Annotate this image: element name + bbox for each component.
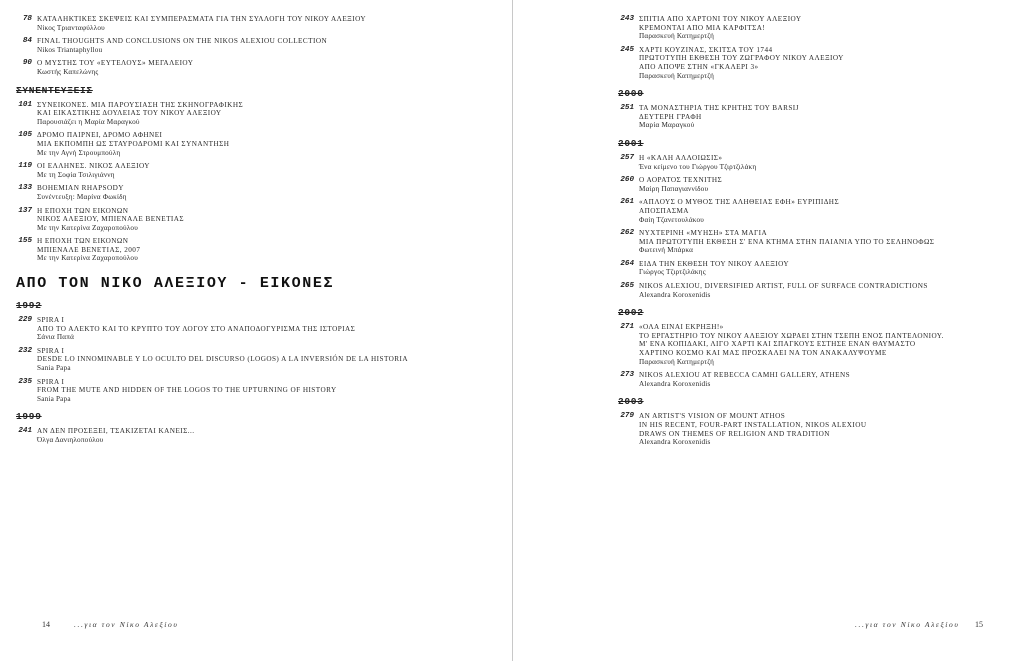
toc-list [16, 101, 436, 264]
section-heading: ΣΥΝΕΝΤΕΥΞΕΙΣ [16, 84, 93, 96]
toc-entry [16, 347, 436, 373]
toc-title-line: FROM THE MUTE AND HIDDEN OF THE LOGOS TO THE UPTURNING OF HISTORY [37, 386, 337, 395]
toc-entry-body [37, 316, 355, 342]
toc-title-line: Η ΕΠΟΧΗ ΤΩΝ ΕΙΚΟΝΩΝ [37, 237, 129, 246]
toc-title-line: ΣΠΙΤΙΑ ΑΠΟ ΧΑΡΤΟΝΙ ΤΟΥ ΝΙΚΟΥ ΑΛΕΞΙΟΥ [639, 15, 802, 23]
toc-entry [16, 15, 436, 32]
toc-title-line: ΑΝ ΔΕΝ ΠΡΟΣΕΞΕΙ, ΤΣΑΚΙΖΕΤΑΙ ΚΑΝΕΙΣ... [37, 427, 195, 436]
toc-title-line: DESDE LO INNOMINABLE Y LO OCULTO DEL DISCURSO (LOGOS) A LA INVERSIÓN DE LA HISTORIA [37, 355, 409, 364]
toc-title-line: ΕΙΔΑ ΤΗΝ ΕΚΘΕΣΗ ΤΟΥ ΝΙΚΟΥ ΑΛΕΞΙΟΥ [639, 259, 790, 268]
toc-page-number: 257 [620, 153, 634, 162]
toc-list [16, 15, 436, 77]
toc-entry [16, 207, 436, 233]
toc-page-number: 155 [18, 237, 32, 246]
toc-entry-body [37, 207, 184, 233]
toc-title-line: FINAL THOUGHTS AND CONCLUSIONS ON THE NIKOS ALEXIOU COLLECTION [37, 37, 328, 46]
toc-entry [16, 378, 436, 404]
toc-author: Με την Κατερίνα Ζαχαροπούλου [37, 223, 138, 232]
toc-entry [618, 323, 998, 366]
toc-page-number: 262 [620, 229, 634, 238]
toc-title-line: «ΑΠΛΟΥΣ Ο ΜΥΘΟΣ ΤΗΣ ΑΛΗΘΕΙΑΣ ΕΦΗ» ΕΥΡΙΠΙΔΗΣ [639, 198, 840, 207]
toc-title-line: ΤΟ ΕΡΓΑΣΤΗΡΙΟ ΤΟΥ ΝΙΚΟΥ ΑΛΕΞΙΟΥ ΧΩΡΑΕΙ ΣΤΗΝ ΤΣΕΠΗ ΕΝΟΣ ΠΑΝΤΕΛΟΝΙΟΥ. [639, 331, 944, 340]
toc-entry-body [639, 412, 867, 446]
toc-entry-body [639, 371, 850, 388]
toc-entry [618, 154, 998, 171]
toc-page-number: 273 [620, 371, 634, 380]
toc-title-line: ΚΑΤΑΛΗΚΤΙΚΕΣ ΣΚΕΨΕΙΣ ΚΑΙ ΣΥΜΠΕΡΑΣΜΑΤΑ ΓΙΑ ΤΗΝ ΣΥΛΛΟΓΗ ΤΟΥ ΝΙΚΟΥ ΑΛΕΞΙΟΥ [37, 15, 367, 23]
toc-entry-body [37, 237, 140, 263]
toc-author: Όλγα Δανιηλοπούλου [37, 436, 104, 444]
toc-entry-body [37, 184, 127, 201]
toc-author: Φωτεινή Μπάρκα [639, 246, 694, 255]
toc-author: Συνέντευξη: Μαρίνα Φωκίδη [37, 192, 127, 201]
toc-author: Alexandra Koroxenidis [639, 438, 711, 447]
toc-page-number: 119 [18, 162, 32, 171]
right-page [513, 0, 1024, 661]
toc-author: Παρουσιάζει η Μαρία Μαραγκού [37, 117, 140, 126]
toc-page-number: 229 [18, 316, 32, 325]
toc-entry-body [639, 198, 839, 224]
toc-list [618, 104, 998, 130]
year-heading: 2000 [618, 88, 644, 100]
toc-page-number: 101 [18, 100, 32, 109]
toc-entry [618, 260, 998, 277]
toc-entry-body [37, 101, 243, 127]
toc-title-line: Η «ΚΑΛΗ ΑΛΛΟΙΩΣΙΣ» [639, 153, 723, 162]
toc-author: Ένα κείμενο του Γιώργου Τζιρτζιλάκη [639, 162, 757, 171]
toc-author: Sania Papa [37, 394, 71, 403]
toc-entry [16, 316, 436, 342]
toc-entry [618, 176, 998, 193]
toc-title-line: NIKOS ALEXIOU, DIVERSIFIED ARTIST, FULL OF SURFACE CONTRADICTIONS [639, 282, 928, 291]
toc-entry [16, 37, 436, 54]
toc-author: Nikos Triantaphyllou [37, 45, 103, 54]
toc-entry [618, 229, 998, 255]
toc-title-line: ΟΙ ΕΛΛΗΝΕΣ. ΝΙΚΟΣ ΑΛΕΞΙΟΥ [37, 162, 150, 171]
toc-page-number: 265 [620, 282, 634, 291]
toc-title-line: ΧΑΡΤΙΝΟ ΚΟΣΜΟ ΚΑΙ ΜΑΣ ΠΡΟΣΚΑΛΕΙ ΝΑ ΤΟΝ ΑΝΑΚΑΛΥΨΟΥΜΕ [639, 349, 887, 358]
toc-title-line: ΧΑΡΤΙ ΚΟΥΖΙΝΑΣ, ΣΚΙΤΣΑ ΤΟΥ 1744 [639, 45, 773, 54]
toc-title-line: ΑΠΟΣΠΑΣΜΑ [639, 206, 689, 215]
toc-title-line: SPIRA I [37, 377, 65, 386]
toc-page-number: 235 [18, 377, 32, 386]
toc-title-line: ΑΠΟ ΑΠΟΨΕ ΣΤΗΝ «ΓΚΑΛΕΡΙ 3» [639, 62, 759, 71]
part-title: ΑΠΟ ΤΟΝ ΝΙΚΟ ΑΛΕΞΙΟΥ - ΕΙΚΟΝΕΣ [16, 275, 335, 293]
toc-title-line: Η ΕΠΟΧΗ ΤΩΝ ΕΙΚΟΝΩΝ [37, 206, 129, 215]
toc-entry-body [37, 131, 229, 157]
toc-entry [618, 46, 998, 80]
toc-title-line: ΝΥΧΤΕΡΙΝΗ «ΜΥΗΣΗ» ΣΤΑ ΜΑΓΙΑ [639, 229, 768, 238]
toc-author: Παρασκευή Κατημερτζή [639, 32, 715, 41]
toc-page-number: 105 [18, 131, 32, 140]
toc-title-line: SPIRA I [37, 346, 65, 355]
toc-author: Σάνια Παπά [37, 333, 75, 342]
year-heading: 2003 [618, 396, 644, 408]
toc-list [618, 412, 998, 446]
toc-entry-body [37, 162, 150, 179]
toc-author: Κωστής Καπελώνης [37, 67, 99, 76]
toc-entry-body [37, 347, 408, 373]
toc-entry-body [37, 15, 366, 32]
toc-entry-body [639, 15, 801, 41]
toc-list [618, 323, 998, 388]
year-heading: 1999 [16, 411, 42, 423]
toc-page-number: 271 [620, 323, 634, 332]
toc-page-number: 245 [620, 45, 634, 54]
toc-page-number: 137 [18, 206, 32, 215]
toc-title-line: BOHEMIAN RHAPSODY [37, 184, 124, 193]
toc-list [618, 15, 998, 80]
toc-entry [16, 101, 436, 127]
toc-entry [618, 15, 998, 41]
toc-title-line: ΚΡΕΜΟΝΤΑΙ ΑΠΟ ΜΙΑ ΚΑΡΦΙΤΣΑ! [639, 23, 766, 32]
page-number: 15 [975, 620, 983, 629]
toc-entry [618, 282, 998, 299]
toc-author: Παρασκευή Κατημερτζή [639, 357, 715, 366]
toc-title-line: Ο ΑΟΡΑΤΟΣ ΤΕΧΝΙΤΗΣ [639, 176, 723, 185]
toc-author: Μαρία Μαραγκού [639, 121, 695, 130]
toc-author: Φαίη Τζανετουλάκου [639, 215, 705, 224]
toc-page-number: 232 [18, 346, 32, 355]
running-head: ...για τον Νίκο Αλεξίου [855, 620, 960, 629]
toc-page-number: 260 [620, 176, 634, 185]
toc-title-line: ΤΑ ΜΟΝΑΣΤΗΡΙΑ ΤΗΣ ΚΡΗΤΗΣ ΤΟΥ BARSIJ [639, 104, 799, 113]
toc-title-line: «ΟΛΑ ΕΙΝΑΙ ΕΚΡΗΞΗ!» [639, 323, 724, 332]
toc-entry [16, 162, 436, 179]
toc-title-line: ΣΥΝΕΙΚΟΝΕΣ. ΜΙΑ ΠΑΡΟΥΣΙΑΣΗ ΤΗΣ ΣΚΗΝΟΓΡΑΦΙΚΗΣ [37, 100, 244, 109]
toc-title-line: Μ' ΕΝΑ ΚΟΠΙΔΑΚΙ, ΛΙΓΟ ΧΑΡΤΙ ΚΑΙ ΣΠΑΓΚΟΥΣ ΕΣΤΗΣΕ ΕΝΑΝ ΘΑΥΜΑΣΤΟ [639, 340, 916, 349]
year-heading: 2002 [618, 307, 644, 319]
toc-list [618, 154, 998, 299]
toc-entry-body [639, 104, 799, 130]
toc-author: Μαίρη Παπαγιαννίδου [639, 184, 709, 193]
year-heading: 1992 [16, 300, 42, 312]
toc-entry-body [639, 260, 789, 277]
toc-entry-body [639, 46, 844, 80]
toc-title-line: ΝΙΚΟΣ ΑΛΕΞΙΟΥ, ΜΠΙΕΝΑΛΕ ΒΕΝΕΤΙΑΣ [37, 215, 185, 224]
toc-entry [618, 412, 998, 446]
toc-entry [16, 59, 436, 76]
toc-page-number: 264 [620, 259, 634, 268]
toc-entry [618, 104, 998, 130]
toc-title-line: Ο ΜΥΣΤΗΣ ΤΟΥ «ΕΥΤΕΛΟΥΣ» ΜΕΓΑΛΕΙΟΥ [37, 59, 194, 68]
toc-entry-body [37, 37, 327, 54]
toc-page-number: 241 [18, 427, 32, 436]
toc-title-line: ΠΡΩΤΟΤΥΠΗ ΕΚΘΕΣΗ ΤΟΥ ΖΩΓΡΑΦΟΥ ΝΙΚΟΥ ΑΛΕΞΙΟΥ [639, 54, 844, 63]
toc-entry [16, 237, 436, 263]
page-number: 14 [42, 620, 50, 629]
toc-title-line: IN HIS RECENT, FOUR-PART INSTALLATION, NIKOS ALEXIOU [639, 421, 867, 429]
toc-list [16, 427, 436, 444]
toc-page-number: 243 [620, 15, 634, 23]
toc-title-line: ΔΕΥΤΕΡΗ ΓΡΑΦΗ [639, 112, 702, 121]
toc-entry-body [639, 323, 944, 366]
toc-entry-body [639, 176, 722, 193]
toc-author: Νίκος Τριανταφύλλου [37, 23, 105, 32]
toc-page-number: 279 [620, 412, 634, 421]
toc-page-number: 78 [22, 15, 32, 23]
toc-author: Με τη Σοφία Τσιλιγιάννη [37, 170, 115, 179]
toc-title-line: SPIRA I [37, 316, 65, 325]
toc-title-line: ΜΙΑ ΕΚΠΟΜΠΗ ΩΣ ΣΤΑΥΡΟΔΡΟΜΙ ΚΑΙ ΣΥΝΑΝΤΗΣΗ [37, 139, 230, 148]
toc-entry [16, 184, 436, 201]
toc-author: Sania Papa [37, 364, 71, 373]
toc-title-line: ΜΠΙΕΝΑΛΕ ΒΕΝΕΤΙΑΣ, 2007 [37, 245, 141, 254]
toc-page-number: 261 [620, 198, 634, 207]
toc-page-number: 90 [22, 59, 32, 68]
left-toc-column [16, 15, 436, 450]
toc-list [16, 316, 436, 403]
toc-entry [618, 371, 998, 388]
year-heading: 2001 [618, 137, 644, 149]
toc-entry [16, 427, 436, 444]
toc-title-line: ΔΡΟΜΟ ΠΑΙΡΝΕΙ, ΔΡΟΜΟ ΑΦΗΝΕΙ [37, 131, 163, 140]
toc-entry-body [37, 59, 193, 76]
toc-entry-body [639, 282, 928, 299]
running-head: ...για τον Νίκο Αλεξίου [74, 620, 179, 629]
toc-author: Γιώργος Τζιρτζιλάκης [639, 268, 706, 277]
toc-author: Alexandra Koroxenidis [639, 379, 711, 388]
toc-author: Alexandra Koroxenidis [639, 290, 711, 299]
toc-title-line: AN ARTIST'S VISION OF MOUNT ATHOS [639, 412, 786, 421]
toc-entry [618, 198, 998, 224]
toc-title-line: DRAWS ON THEMES OF RELIGION AND TRADITION [639, 429, 830, 438]
toc-title-line: ΜΙΑ ΠΡΩΤΟΤΥΠΗ ΕΚΘΕΣΗ Σ' ΕΝΑ ΚΤΗΜΑ ΣΤΗΝ ΠΑΙΑΝΙΑ ΥΠΟ ΤΟ ΣΕΛΗΝΟΦΩΣ [639, 237, 935, 246]
toc-author: Με την Κατερίνα Ζαχαροπούλου [37, 254, 138, 263]
toc-author: Με την Αγνή Στρουμπούλη [37, 148, 121, 157]
toc-page-number: 251 [620, 104, 634, 113]
toc-entry [16, 131, 436, 157]
toc-title-line: ΚΑΙ ΕΙΚΑΣΤΙΚΗΣ ΔΟΥΛΕΙΑΣ ΤΟΥ ΝΙΚΟΥ ΑΛΕΞΙΟΥ [37, 109, 222, 118]
toc-title-line: ΑΠΟ ΤΟ ΑΛΕΚΤΟ ΚΑΙ ΤΟ ΚΡΥΠΤΟ ΤΟΥ ΛΟΓΟΥ ΣΤΟ ΑΝΑΠΟΔΟΓΥΡΙΣΜΑ ΤΗΣ ΙΣΤΟΡΙΑΣ [37, 324, 356, 333]
toc-entry-body [639, 154, 756, 171]
right-toc-column [618, 15, 998, 452]
toc-page-number: 133 [18, 184, 32, 193]
toc-author: Παρασκευή Κατημερτζή [639, 71, 715, 80]
toc-entry-body [37, 378, 337, 404]
toc-page-number: 84 [22, 37, 32, 46]
toc-entry-body [37, 427, 195, 444]
toc-title-line: NIKOS ALEXIOU AT REBECCA CAMHI GALLERY, ATHENS [639, 371, 851, 380]
toc-entry-body [639, 229, 934, 255]
